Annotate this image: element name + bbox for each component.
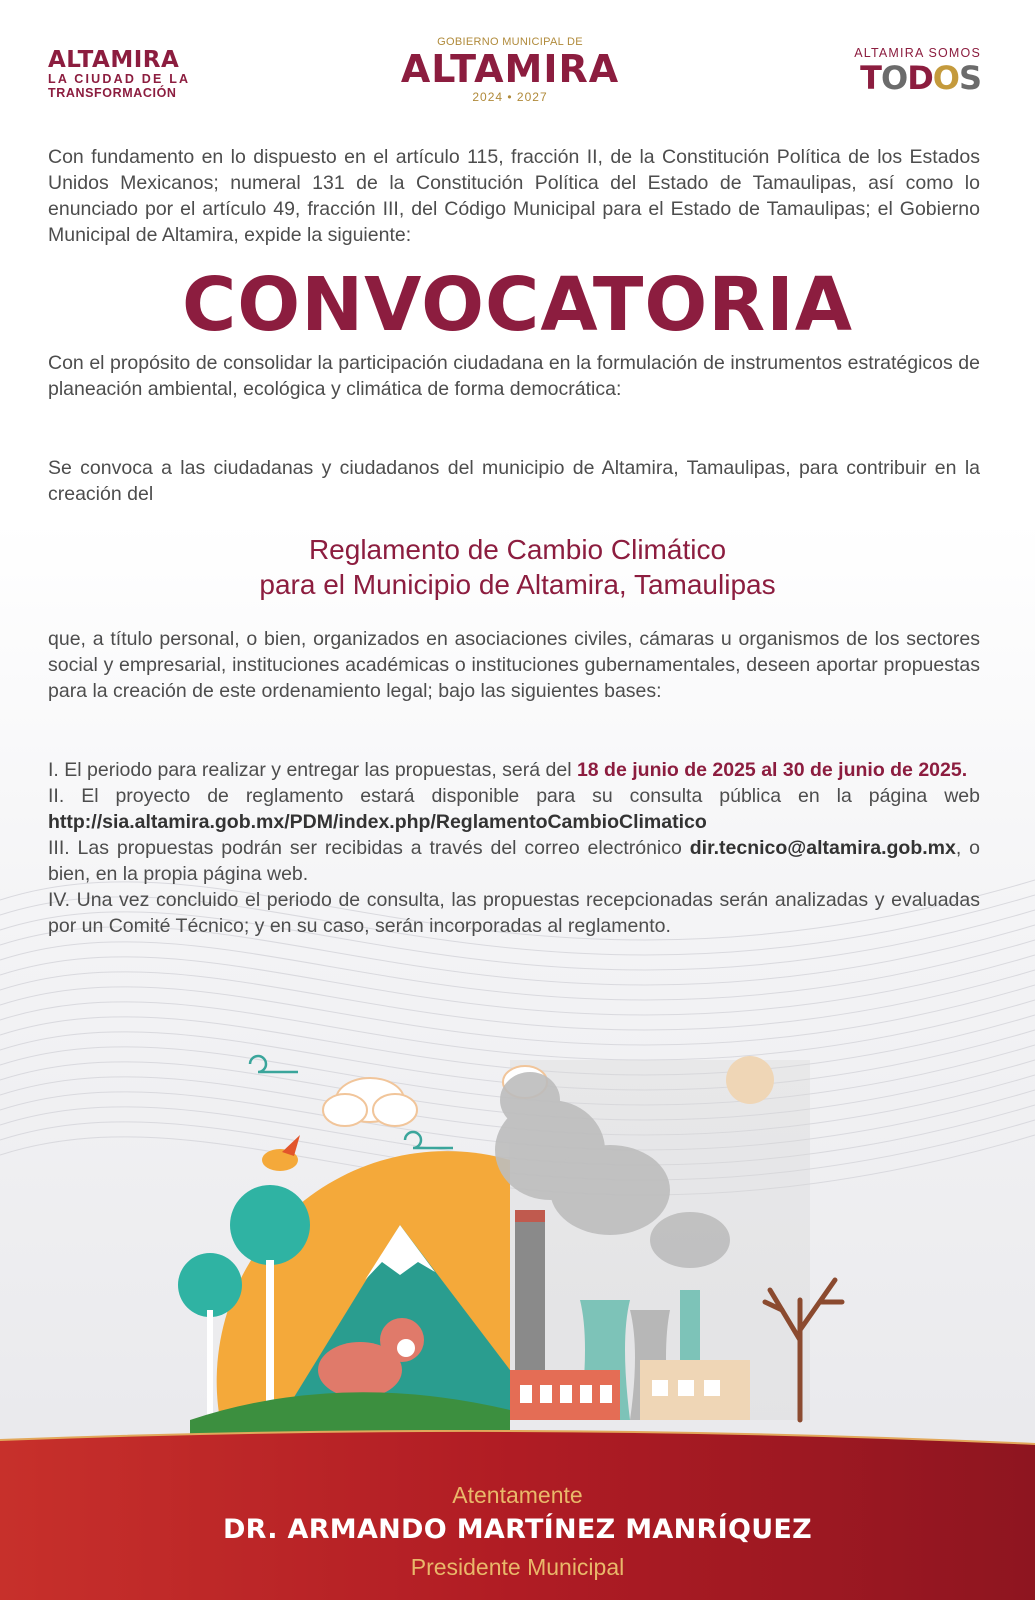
regulation-title-line2: para el Municipio de Altamira, Tamaulipas	[259, 569, 776, 600]
logo-left-line1: LA CIUDAD DE LA	[48, 72, 191, 86]
email-link[interactable]: dir.tecnico@altamira.gob.mx	[689, 837, 956, 859]
logo-left-line2: TRANSFORMACIÓN	[48, 86, 177, 100]
regulation-title-line1: Reglamento de Cambio Climático	[308, 534, 727, 565]
regulation-title	[0, 532, 1035, 602]
altamira-transformacion-logo	[48, 48, 190, 101]
logo-right-top: ALTAMIRA SOMOS	[854, 46, 981, 60]
page-title: CONVOCATORIA	[181, 262, 854, 348]
base-1-dates: 18 de junio de 2025 al 30 de junio de 2025.	[576, 759, 968, 781]
who-paragraph: que, a título personal, o bien, organizados en asociaciones civiles, cámaras u organismos de los sectores social y empresarial, instituciones académicas o instituciones gubernamentales, deseen aportar propuestas para la creación de este ordenamiento legal; bajo las siguientes bases:	[48, 628, 980, 702]
gobierno-municipal-logo	[380, 36, 640, 104]
logo-right-word: TODOS	[860, 59, 981, 97]
call-paragraph: Se convoca a las ciudadanas y ciudadanos del municipio de Altamira, Tamaulipas, para contribuir en la creación del	[48, 457, 980, 505]
logo-center-years: 2024 • 2027	[472, 90, 548, 104]
base-2-text: II. El proyecto de reglamento estará disponible para su consulta pública en la página web	[48, 785, 980, 807]
purpose-paragraph: Con el propósito de consolidar la participación ciudadana en la formulación de instrumentos estratégicos de planeación ambiental, ecológica y climática de forma democrática:	[48, 352, 980, 400]
base-item-4: IV. Una vez concluido el periodo de consulta, las propuestas recepcionadas serán analizadas y evaluadas por un Comité Técnico; y en su caso, serán incorporadas al reglamento.	[48, 889, 980, 937]
closing-text: Atentamente	[452, 1482, 583, 1508]
who-block	[48, 626, 980, 704]
climate-illustration	[170, 1040, 870, 1440]
intro-block	[48, 144, 980, 248]
footer-signature	[0, 1430, 1035, 1600]
base-1-text: I. El periodo para realizar y entregar las propuestas, será del	[48, 759, 577, 781]
call-block	[48, 455, 980, 507]
base-item-1	[48, 757, 980, 783]
consulta-url-link[interactable]: http://sia.altamira.gob.mx/PDM/index.php/ReglamentoCambioClimatico	[48, 811, 707, 833]
logo-center-name: ALTAMIRA	[400, 47, 620, 91]
altamira-somos-todos-logo	[854, 46, 981, 96]
signer-name: DR. ARMANDO MARTÍNEZ MANRÍQUEZ	[222, 1514, 813, 1545]
base-3-text: III. Las propuestas podrán ser recibidas a través del correo electrónico	[48, 837, 690, 859]
bases-list	[48, 757, 980, 939]
logo-left-brand: ALTAMIRA	[48, 47, 180, 73]
purpose-block	[48, 350, 980, 402]
header	[0, 0, 1035, 130]
base-3-post: , o bien, en la propia página web.	[48, 837, 980, 885]
base-item-2	[48, 783, 980, 835]
intro-paragraph: Con fundamento en lo dispuesto en el artículo 115, fracción II, de la Constitución Política de los Estados Unidos Mexicanos; numeral 131 de la Constitución Política del Estado de Tamaulipas, así como lo enunciado por el artículo 49, fracción III, del Código Municipal para el Estado de Tamaulipas; el Gobierno Municipal de Altamira, expide la siguiente:	[48, 146, 980, 246]
logo-center-top: GOBIERNO MUNICIPAL DE	[437, 36, 583, 48]
base-item-3	[48, 835, 980, 887]
signer-role: Presidente Municipal	[410, 1554, 625, 1580]
